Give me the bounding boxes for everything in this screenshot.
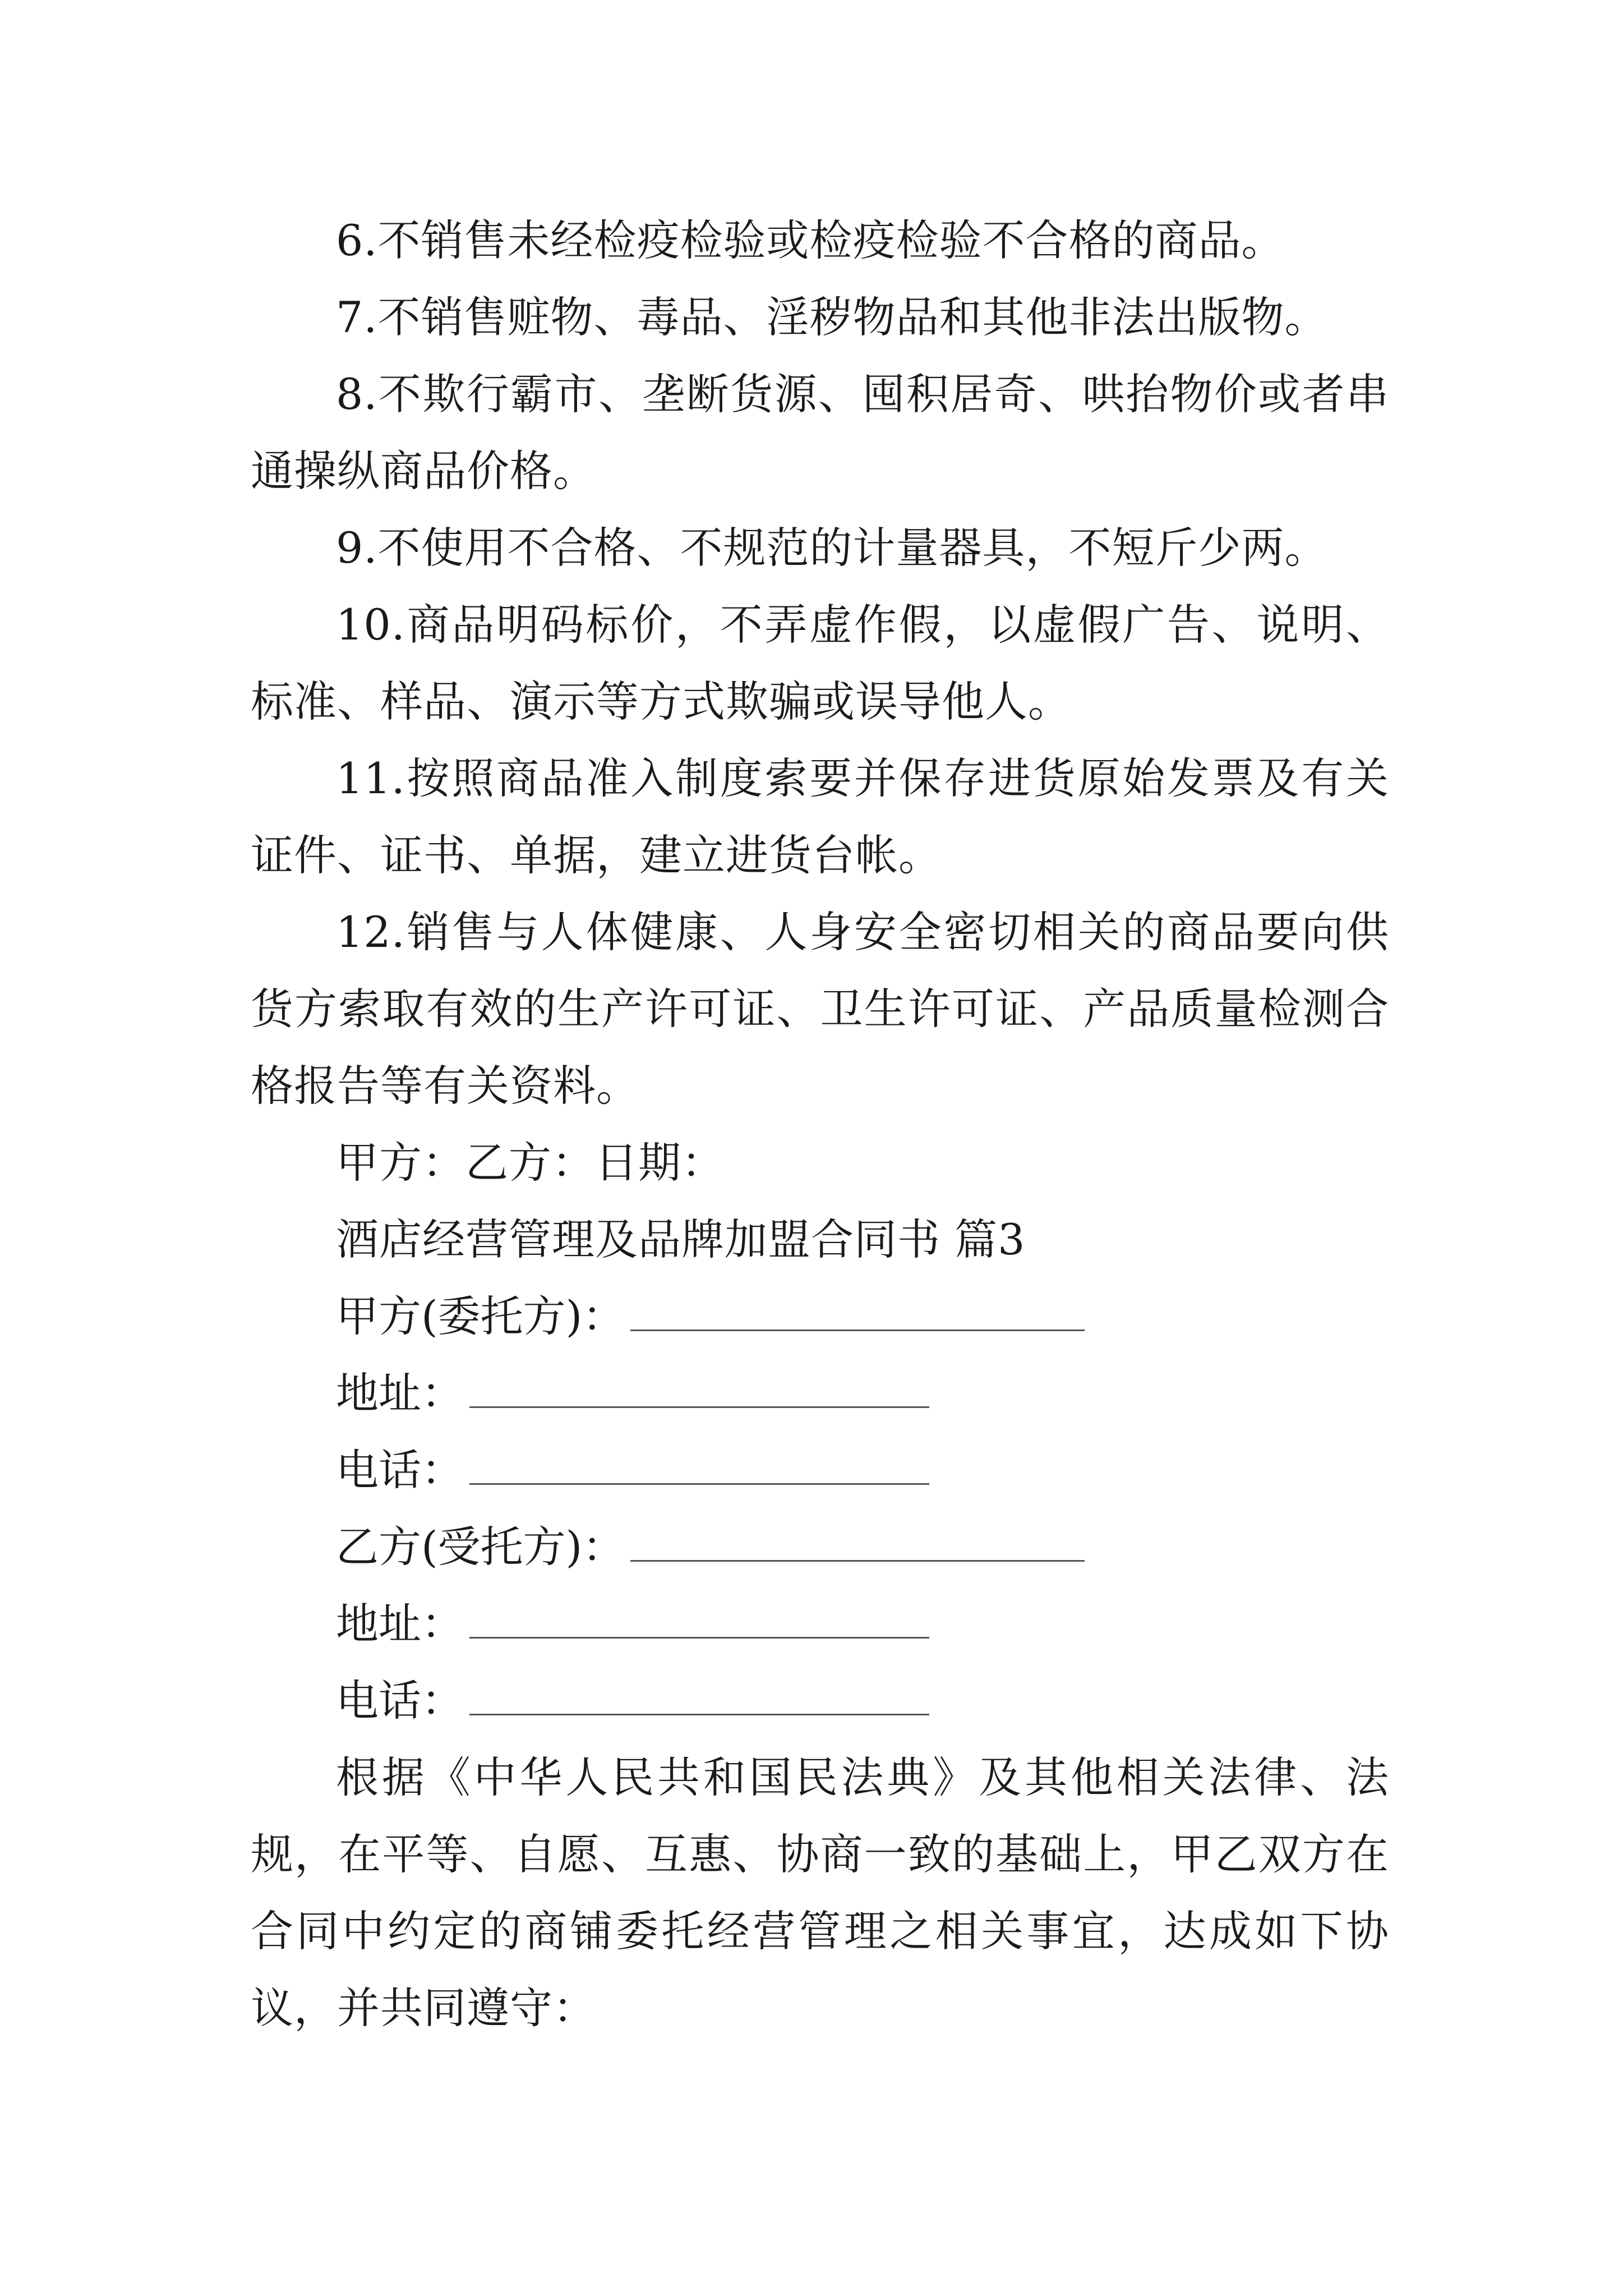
party-b-address-label: 地址： — [336, 1599, 464, 1649]
party-b-phone-label: 电话： — [336, 1676, 464, 1726]
party-a-field — [251, 1278, 1389, 1355]
party-b-address-field — [251, 1585, 1389, 1662]
clause-8: 8.不欺行霸市、垄断货源、囤积居奇、哄抬物价或者串通操纵商品价格。 — [251, 369, 1389, 496]
clause-11: 11.按照商品准入制度索要并保存进货原始发票及有关证件、证书、单据，建立进货台帐。 — [251, 753, 1389, 880]
party-a-address-field — [251, 1355, 1389, 1432]
party-a-blank — [630, 1307, 1085, 1331]
clause-12: 12.销售与人体健康、人身安全密切相关的商品要向供货方索取有效的生产许可证、卫生许可证、产品质量检测合格报告等有关资料。 — [251, 907, 1389, 1111]
party-a-label: 甲方(委托方)： — [336, 1291, 625, 1341]
clause-9: 9.不使用不合格、不规范的计量器具，不短斤少两。 — [336, 523, 1328, 573]
signature-line: 甲方：乙方：日期： — [336, 1138, 725, 1188]
party-a-address-label: 地址： — [336, 1368, 464, 1418]
party-b-address-blank — [469, 1614, 929, 1639]
party-b-label: 乙方(受托方)： — [336, 1522, 625, 1572]
document-body — [251, 202, 1389, 2046]
section-title: 酒店经营管理及品牌加盟合同书 篇3 — [336, 1214, 1026, 1264]
clause-10: 10.商品明码标价，不弄虚作假，以虚假广告、说明、标准、样品、演示等方式欺骗或误导他人。 — [251, 600, 1389, 726]
clause-7: 7.不销售赃物、毒品、淫秽物品和其他非法出版物。 — [336, 292, 1328, 342]
party-b-phone-field — [251, 1662, 1389, 1739]
party-b-phone-blank — [469, 1691, 929, 1715]
party-b-field — [251, 1508, 1389, 1585]
clause-6: 6.不销售未经检疫检验或检疫检验不合格的商品。 — [336, 215, 1285, 265]
intro-paragraph: 根据《中华人民共和国民法典》及其他相关法律、法规，在平等、自愿、互惠、协商一致的基础上，甲乙双方在合同中约定的商铺委托经营管理之相关事宜，达成如下协议，并共同遵守： — [251, 1752, 1389, 2033]
party-a-phone-label: 电话： — [336, 1445, 464, 1495]
party-b-blank — [630, 1538, 1085, 1562]
party-a-address-blank — [469, 1384, 929, 1408]
party-a-phone-field — [251, 1432, 1389, 1508]
party-a-phone-blank — [469, 1461, 929, 1485]
